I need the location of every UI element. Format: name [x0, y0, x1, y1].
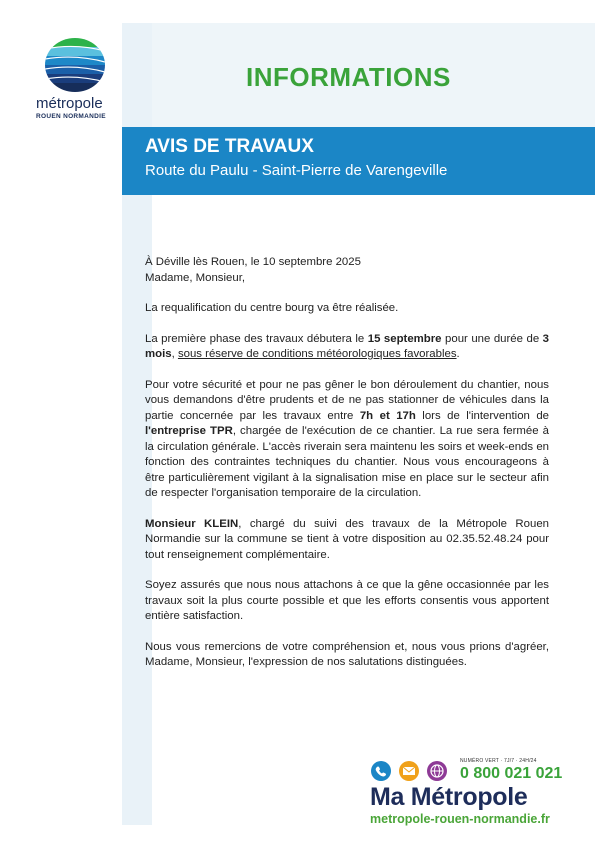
text-span: .: [456, 348, 460, 360]
text-span: La première phase des travaux débutera le: [145, 332, 368, 345]
contractor: l'entreprise TPR: [145, 425, 233, 437]
logo-wordmark: métropole: [36, 95, 103, 112]
contact-icons: [370, 760, 456, 782]
work-hours: 7h et 17h: [359, 409, 416, 422]
salutation: Madame, Monsieur,: [145, 271, 246, 284]
text-span: Pour votre sécurité et pour ne pas gêner le bon déroulement du chantier, nous vous demandons d'être prudents et de ne pas stationner de véhicules dans la partie concernée par les travaux entre: [145, 378, 549, 422]
web-icon: [427, 761, 447, 781]
brand-slogan: Ma Métropole: [370, 783, 528, 811]
weather-condition: sous réserve de conditions météorologiques favorables: [177, 348, 457, 360]
paragraph-apology: Soyez assurés que nous nous attachons à ce que la gêne occasionnée par les travaux soit la plus courte possible et que les efforts consentis vous apportent entière satisfaction.: [145, 579, 549, 622]
paragraph-contact: [145, 517, 549, 564]
phone-number: 0 800 021 021: [460, 765, 563, 782]
logo-subline: ROUEN NORMANDIE: [36, 113, 106, 120]
start-date: 15 septembre: [367, 332, 442, 345]
phone-icon: [371, 761, 391, 781]
mail-icon: [399, 761, 419, 781]
notice-title: AVIS DE TRAVAUX: [145, 136, 314, 157]
text-span: , chargée de l'exécution de ce chantier. La rue sera fermée à la circulation générale. L'accès riverain sera maintenu les soirs et week-ends en fonction des contraintes techniques du chantier. Nous vous encourageons à être particulièrement vigilant à la signalisation mise en place sur le secteur afin de respecter l'organisation temporaire de la circulation.: [145, 425, 549, 499]
contact-name: Monsieur KLEIN: [145, 517, 239, 530]
date-line: À Déville lès Rouen, le 10 septembre 2025: [145, 256, 361, 268]
letter-text: [145, 255, 549, 686]
paragraph-intro: La requalification du centre bourg va être réalisée.: [145, 302, 399, 314]
duration: 3 mois: [145, 332, 549, 360]
text-span: ,: [171, 348, 178, 360]
metropole-logo-icon: [40, 35, 110, 95]
text-span: pour une durée de: [441, 332, 543, 345]
paragraph-schedule: [145, 332, 549, 363]
paragraph-closing: Nous vous remercions de votre compréhension et, nous vous prions d'agréer, Madame, Monsieur, l'expression de nos salutations distinguées.: [145, 640, 549, 668]
text-span: lors de l'intervention de: [415, 409, 550, 422]
free-number-label: NUMÉRO VERT · 7J/7 · 24H/24: [460, 758, 537, 764]
notice-location: Route du Paulu - Saint-Pierre de Varengeville: [145, 162, 448, 179]
text-span: , chargé du suivi des travaux de la Métropole Rouen Normandie sur la commune se tient à votre disposition au 02.35.52.48.24 pour tout renseignement complémentaire.: [145, 517, 549, 561]
page-title: INFORMATIONS: [246, 62, 451, 92]
paragraph-safety: [145, 378, 549, 502]
website-link[interactable]: metropole-rouen-normandie.fr: [370, 812, 550, 826]
